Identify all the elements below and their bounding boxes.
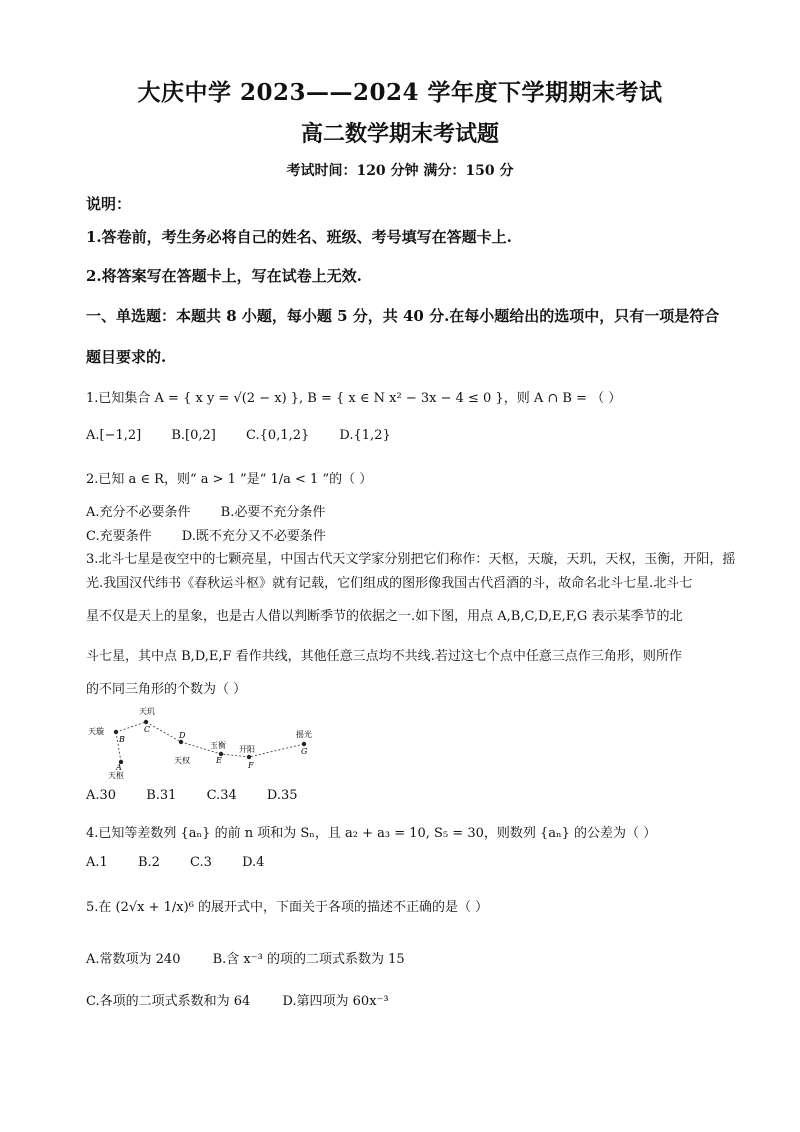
instructions-heading: 说明：: [86, 195, 132, 213]
question-3-line4: 斗七星，其中点 B,D,E,F 看作共线，其他任意三点均不共线.若过这七个点中任意三点作三角形，则所作: [86, 649, 682, 664]
instruction-item-1: 1.答卷前，考生务必将自己的姓名、班级、考号填写在答题卡上.: [86, 228, 512, 246]
q1-option-b: B.[0,2]: [171, 428, 216, 443]
question-4-stem: 4.已知等差数列 {aₙ} 的前 n 项和为 Sₙ，且 a₂ + a₃ = 10, S₅ = 30，则数列 {aₙ} 的公差为（ ）: [86, 826, 657, 841]
question-3-line2: 光.我国汉代纬书《春秋运斗枢》就有记载，它们组成的图形像我国古代舀酒的斗，故命名北斗七星.北斗七: [86, 576, 693, 591]
star-name-b: 天璇: [88, 727, 104, 736]
q3-option-d: D.35: [266, 788, 298, 803]
q1-option-a: A.[−1,2]: [86, 428, 142, 443]
star-name-a: 天枢: [108, 771, 124, 780]
star-name-g: 摇光: [296, 730, 312, 739]
star-letter-a: A: [116, 763, 122, 772]
q4-option-c: C.3: [190, 855, 212, 870]
q2-option-c: C.充要条件: [86, 529, 152, 544]
q5-option-d: D.第四项为 60x⁻³: [282, 994, 389, 1009]
question-2-stem: 2.已知 a ∈ R，则“ a > 1 ”是“ 1/a < 1 ”的（ ）: [86, 472, 373, 487]
star-letter-e: E: [216, 756, 222, 765]
question-5-options-row2: [86, 990, 726, 1009]
star-dot-f: [247, 755, 251, 759]
q5-option-b: B.含 x⁻³ 的项的二项式系数为 15: [212, 952, 405, 967]
question-3-options: [86, 788, 726, 803]
q4-option-b: B.2: [137, 855, 160, 870]
section-heading-line2: 题目要求的.: [86, 348, 167, 366]
star-letter-c: C: [144, 725, 151, 734]
q1-option-c: C.{0,1,2}: [246, 428, 310, 443]
question-5-stem: 5.在 (2√x + 1/x)⁶ 的展开式中，下面关于各项的描述不正确的是（ ）: [86, 900, 489, 915]
star-name-f: 开阳: [239, 745, 255, 754]
star-dot-d: [179, 740, 183, 744]
star-dot-g: [302, 742, 306, 746]
star-letter-f: F: [248, 761, 254, 770]
star-dot-b: [114, 730, 118, 734]
question-1-options: [86, 428, 726, 443]
star-name-d: 天权: [174, 756, 190, 765]
big-dipper-svg: [86, 700, 326, 780]
star-name-c: 天玑: [139, 707, 155, 716]
exam-info: 考试时间：120 分钟 满分：150 分: [286, 163, 514, 179]
exam-subtitle: 高二数学期末考试题: [300, 121, 499, 147]
question-5-options-row1: [86, 948, 726, 967]
exam-title: 大庆中学 2023——2024 学年度下学期期末考试: [137, 79, 663, 106]
q5-option-a: A.常数项为 240: [86, 952, 181, 967]
q2-option-b: B.必要不充分条件: [220, 505, 326, 520]
q4-option-a: A.1: [86, 855, 108, 870]
question-4-options: [86, 855, 726, 870]
star-dot-c: [144, 720, 148, 724]
q3-option-c: C.34: [206, 788, 237, 803]
star-name-e: 玉衡: [210, 741, 226, 750]
big-dipper-diagram: [86, 700, 326, 780]
q4-option-d: D.4: [242, 855, 265, 870]
question-1-stem: 1.已知集合 A = { x y = √(2 − x) }, B = { x ∈ N x² − 3x − 4 ≤ 0 }，则 A ∩ B = （ ）: [86, 391, 622, 406]
question-3-line1: 3.北斗七星是夜空中的七颗亮星，中国古代天文学家分别把它们称作：天枢，天璇，天玑，天权，玉衡，开阳，摇: [86, 552, 736, 567]
q3-option-a: A.30: [86, 788, 117, 803]
q5-option-c: C.各项的二项式系数和为 64: [86, 994, 251, 1009]
instruction-item-2: 2.将答案写在答题卡上，写在试卷上无效.: [86, 267, 362, 285]
question-2-options-row2: [86, 525, 726, 544]
q2-option-a: A.充分不必要条件: [86, 505, 191, 520]
section-heading-line1: 一、单选题：本题共 8 小题，每小题 5 分，共 40 分.在每小题给出的选项中，只有一项是符合: [86, 307, 720, 325]
q1-option-d: D.{1,2}: [339, 428, 391, 443]
question-3-line5: 的不同三角形的个数为（ ）: [86, 682, 247, 697]
q3-option-b: B.31: [146, 788, 177, 803]
star-letter-g: G: [301, 747, 308, 756]
q2-option-d: D.既不充分又不必要条件: [181, 529, 326, 544]
star-letter-d: D: [179, 731, 186, 740]
question-3-line3: 星不仅是天上的星象，也是古人借以判断季节的依据之一.如下图，用点 A,B,C,D,E,F,G 表示某季节的北: [86, 609, 683, 624]
star-letter-b: B: [119, 735, 125, 744]
question-2-options-row1: [86, 501, 726, 520]
